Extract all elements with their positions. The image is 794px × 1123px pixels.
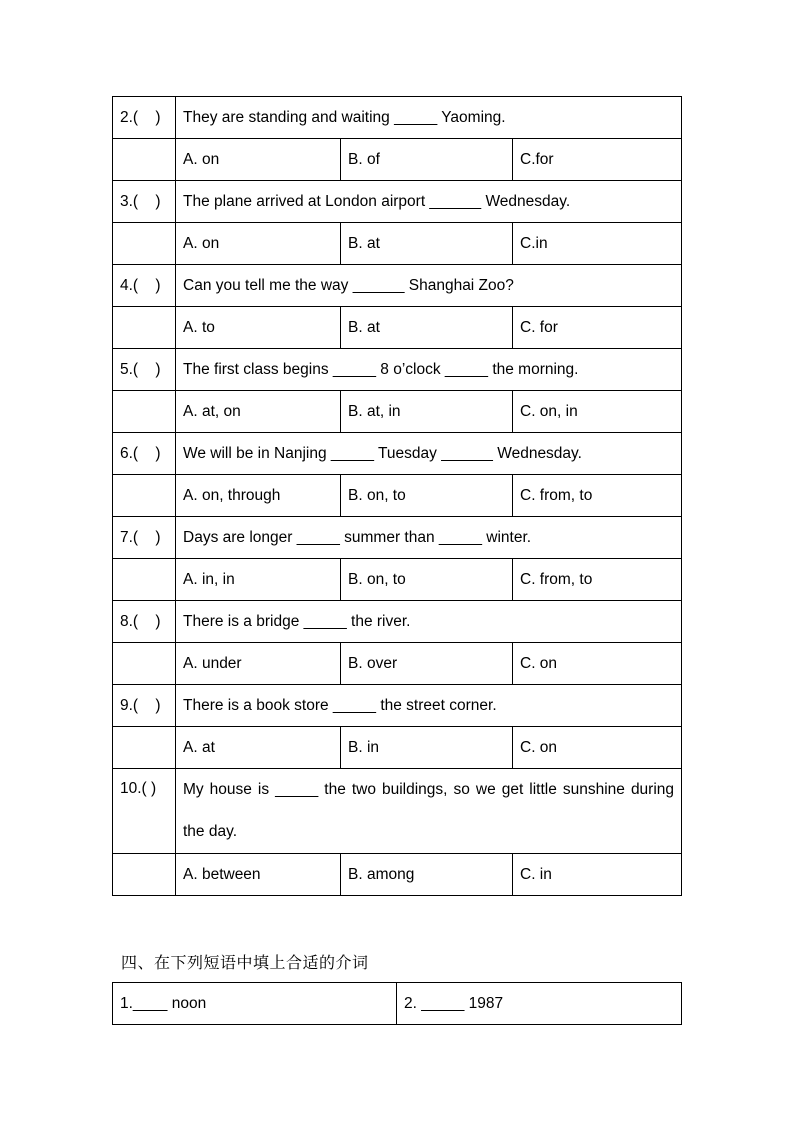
question-row	[113, 433, 682, 475]
question-row	[113, 685, 682, 727]
question-row	[113, 181, 682, 223]
answer-blank-cell	[113, 559, 176, 601]
option-c: C. on, in	[513, 391, 682, 433]
phrase-item: 2. _____ 1987	[397, 983, 682, 1025]
phrase-table	[112, 982, 682, 1025]
question-number: 4.( )	[113, 265, 176, 307]
option-b: B. on, to	[341, 559, 513, 601]
answer-blank-cell	[113, 475, 176, 517]
question-text: The first class begins _____ 8 o’clock _____ the morning.	[176, 349, 682, 391]
question-text: There is a bridge _____ the river.	[176, 601, 682, 643]
option-c: C. on	[513, 727, 682, 769]
question-text: They are standing and waiting _____ Yaoming.	[176, 97, 682, 139]
question-table	[112, 96, 682, 896]
phrase-item: 1.____ noon	[113, 983, 397, 1025]
options-row	[113, 391, 682, 433]
options-row	[113, 559, 682, 601]
option-c: C. from, to	[513, 475, 682, 517]
option-b: B. in	[341, 727, 513, 769]
option-c: C.for	[513, 139, 682, 181]
answer-blank-cell	[113, 643, 176, 685]
option-b: B. of	[341, 139, 513, 181]
question-text: Days are longer _____ summer than _____ winter.	[176, 517, 682, 559]
option-b: B. at	[341, 223, 513, 265]
question-row	[113, 265, 682, 307]
option-a: A. at	[176, 727, 341, 769]
options-row	[113, 475, 682, 517]
question-number: 8.( )	[113, 601, 176, 643]
options-row	[113, 643, 682, 685]
option-b: B. over	[341, 643, 513, 685]
question-number: 10.( )	[113, 769, 176, 854]
section-heading: 四、在下列短语中填上合适的介词	[121, 953, 369, 972]
question-number: 6.( )	[113, 433, 176, 475]
option-a: A. between	[176, 854, 341, 896]
options-row	[113, 307, 682, 349]
option-a: A. on	[176, 139, 341, 181]
answer-blank-cell	[113, 139, 176, 181]
question-number: 5.( )	[113, 349, 176, 391]
option-a: A. in, in	[176, 559, 341, 601]
options-row	[113, 854, 682, 896]
question-text: My house is _____ the two buildings, so we get little sunshine during the day.	[176, 769, 682, 854]
option-c: C. from, to	[513, 559, 682, 601]
option-b: B. on, to	[341, 475, 513, 517]
question-number: 7.( )	[113, 517, 176, 559]
answer-blank-cell	[113, 223, 176, 265]
question-text: The plane arrived at London airport ______ Wednesday.	[176, 181, 682, 223]
options-row	[113, 727, 682, 769]
options-row	[113, 139, 682, 181]
option-a: A. under	[176, 643, 341, 685]
answer-blank-cell	[113, 391, 176, 433]
options-row	[113, 223, 682, 265]
option-b: B. among	[341, 854, 513, 896]
question-text: We will be in Nanjing _____ Tuesday ______ Wednesday.	[176, 433, 682, 475]
option-c: C. on	[513, 643, 682, 685]
answer-blank-cell	[113, 727, 176, 769]
answer-blank-cell	[113, 307, 176, 349]
question-row	[113, 97, 682, 139]
option-c: C.in	[513, 223, 682, 265]
option-c: C. in	[513, 854, 682, 896]
phrase-row	[113, 983, 682, 1025]
option-a: A. at, on	[176, 391, 341, 433]
question-text: There is a book store _____ the street corner.	[176, 685, 682, 727]
option-a: A. on	[176, 223, 341, 265]
option-a: A. to	[176, 307, 341, 349]
question-row	[113, 517, 682, 559]
option-b: B. at, in	[341, 391, 513, 433]
question-number: 2.( )	[113, 97, 176, 139]
option-c: C. for	[513, 307, 682, 349]
question-row	[113, 349, 682, 391]
option-b: B. at	[341, 307, 513, 349]
question-row	[113, 601, 682, 643]
question-text: Can you tell me the way ______ Shanghai Zoo?	[176, 265, 682, 307]
question-number: 9.( )	[113, 685, 176, 727]
question-row	[113, 769, 682, 854]
answer-blank-cell	[113, 854, 176, 896]
option-a: A. on, through	[176, 475, 341, 517]
question-number: 3.( )	[113, 181, 176, 223]
